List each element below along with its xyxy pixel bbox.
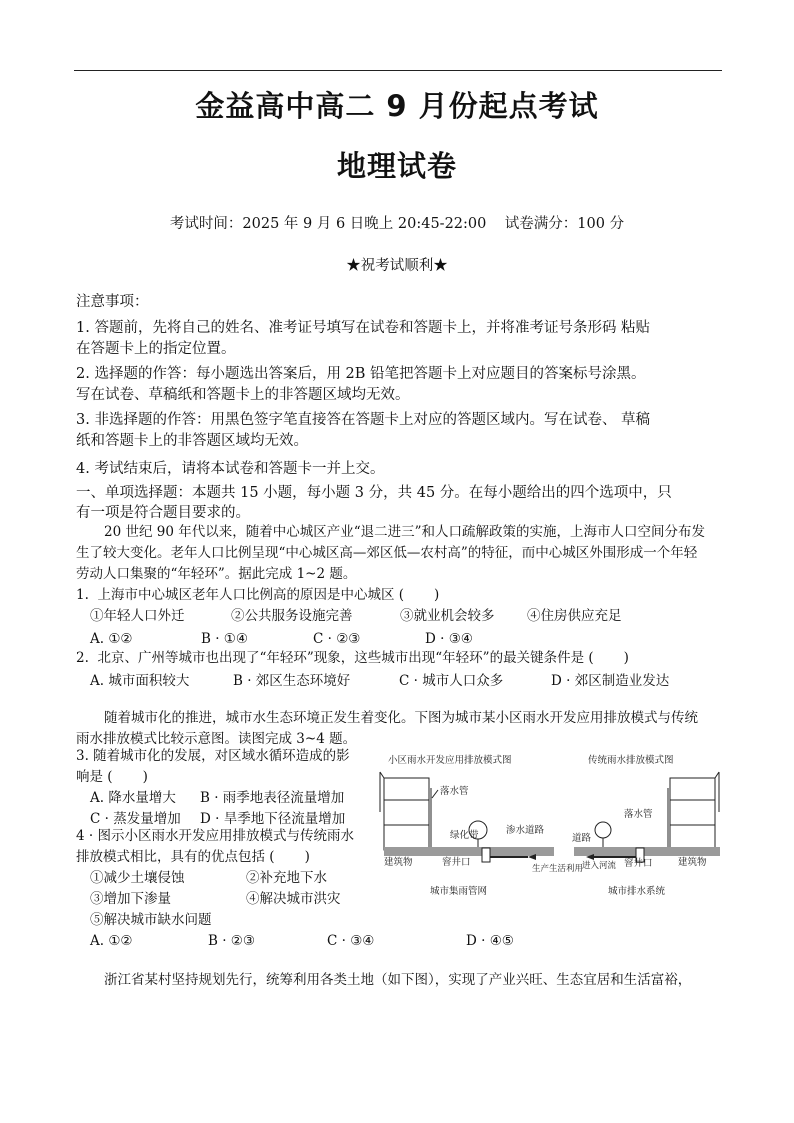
exam-wish: ★祝考试顺利★ xyxy=(346,258,448,274)
choice: ③就业机会较多 xyxy=(400,608,495,624)
exam-info: 考试时间：2025 年 9 月 6 日晚上 20:45-22:00 试卷满分：100 分 xyxy=(169,216,625,232)
left-building-label: 建筑物 xyxy=(384,857,413,868)
passage-1 xyxy=(76,522,726,585)
option-a: A. 降水量增大 xyxy=(90,790,176,806)
choice: ⑤解决城市缺水问题 xyxy=(90,912,212,928)
choice: ④解决城市洪灾 xyxy=(246,891,341,907)
question-1 xyxy=(76,585,726,650)
question-stem: 4 · 图示小区雨水开发应用排放模式与传统雨水 xyxy=(76,828,354,844)
left-ground xyxy=(384,847,554,856)
greenbelt-label: 绿化带 xyxy=(450,830,479,841)
option-row xyxy=(76,671,726,692)
question-stem: 1. 上海市中心城区老年人口比例高的原因是中心城区 ( ) xyxy=(76,587,440,603)
notice-line: 1. 答题前，先将自己的姓名、准考证号填写在试卷和答题卡上，并将准考证号条形码 粘贴 xyxy=(76,320,651,336)
question-stem: 3. 随着城市化的发展，对区域水循环造成的影 xyxy=(76,748,350,764)
option-d: D · ④⑤ xyxy=(466,933,514,949)
passage-line: 随着城市化的推进，城市水生态环境正发生着变化。下图为城市某小区雨水开发应用排放模式与传统 xyxy=(104,710,698,726)
left-bottom-label: 城市集雨管网 xyxy=(430,886,488,897)
right-building xyxy=(670,772,719,850)
option-d: D · 旱季地下径流量增加 xyxy=(200,811,346,827)
right-building-label: 建筑物 xyxy=(678,857,707,868)
option-d: D · 郊区制造业发达 xyxy=(551,673,670,689)
section-line: 一、单项选择题：本题共 15 小题，每小题 3 分，共 45 分。在每小题给出的四个选项中，只 xyxy=(76,485,672,501)
left-building xyxy=(380,772,429,850)
right-bottom-label: 城市排水系统 xyxy=(608,886,666,897)
option-row xyxy=(76,931,726,952)
option-b: B · ②③ xyxy=(208,933,255,949)
question-2 xyxy=(76,648,726,692)
passage-line: 浙江省某村坚持规划先行，统筹利用各类土地（如下图），实现了产业兴旺、生态宜居和生活富裕， xyxy=(104,972,692,988)
question-3 xyxy=(76,746,376,830)
right-downpipe-label: 落水管 xyxy=(624,809,653,820)
choice: ②公共服务设施完善 xyxy=(231,608,353,624)
left-diagram-title: 小区雨水开发应用排放模式图 xyxy=(388,755,512,766)
right-ground xyxy=(574,847,720,856)
notice-heading: 注意事项： xyxy=(76,294,149,310)
notice-line: 4. 考试结束后，请将本试卷和答题卡一并上交。 xyxy=(76,461,385,477)
notice-list xyxy=(76,318,726,480)
exam-title: 金益高中高二 9 月份起点考试 xyxy=(195,89,599,123)
road-label: 道路 xyxy=(572,833,592,844)
choice: ②补充地下水 xyxy=(246,870,327,886)
passage-line: 20 世纪 90 年代以来，随着中心城区产业“退二进三”和人口疏解政策的实施，上海市人口空间分布发 xyxy=(104,524,706,540)
rainwater-diagram xyxy=(378,750,724,900)
option-c: C · 蒸发量增加 xyxy=(90,811,181,827)
passage-2 xyxy=(76,708,726,750)
notice-line: 2. 选择题的作答：每小题选出答案后，用 2B 铅笔把答题卡上对应题目的答案标号涂黑。 xyxy=(76,366,646,382)
notice-line: 3. 非选择题的作答：用黑色签字笔直接答在答题卡上对应的答题区域内。写在试卷、 草稿 xyxy=(76,412,651,428)
left-downpipe-label: 落水管 xyxy=(440,786,469,797)
passage-line: 劳动人口集聚的“年轻环”。据此完成 1~2 题。 xyxy=(76,566,357,582)
option-a: A. ①② xyxy=(90,631,133,647)
river-label: 进入河流 xyxy=(582,861,617,871)
seepage-road-label: 渗水道路 xyxy=(506,825,545,836)
question-stem: 2. 北京、广州等城市也出现了“年轻环”现象，这些城市出现“年轻环”的最关键条件是 ( ) xyxy=(76,650,629,666)
left-manhole xyxy=(482,848,490,862)
passage-3 xyxy=(76,970,726,991)
right-manhole-label: 窨井口 xyxy=(624,858,653,869)
notice-line: 纸和答题卡上的非答题区域均无效。 xyxy=(76,433,308,449)
question-stem: 响是 ( ) xyxy=(76,769,148,785)
option-row xyxy=(76,629,726,650)
choice: ③增加下渗量 xyxy=(90,891,171,907)
option-c: C · ③④ xyxy=(327,933,375,949)
notice-line: 写在试卷、草稿纸和答题卡上的非答题区域均无效。 xyxy=(76,387,410,403)
option-c: C · ②③ xyxy=(313,631,361,647)
choice-row xyxy=(76,868,376,889)
question-4-options xyxy=(76,931,726,952)
choice: ①年轻人口外迁 xyxy=(90,608,185,624)
passage-line: 雨水排放模式比较示意图。读图完成 3~4 题。 xyxy=(76,731,357,747)
tree-icon xyxy=(595,822,611,838)
option-c: C · 城市人口众多 xyxy=(399,673,504,689)
passage-line: 生了较大变化。老年人口比例呈现“中心城区高—郊区低—农村高”的特征，而中心城区外围形成一个年轻 xyxy=(76,545,698,561)
section-line: 有一项是符合题目要求的。 xyxy=(76,505,250,521)
option-a: A. ①② xyxy=(90,933,133,949)
left-manhole-label: 窨井口 xyxy=(442,857,471,868)
choice-row xyxy=(76,606,726,627)
question-4 xyxy=(76,826,376,931)
option-a: A. 城市面积较大 xyxy=(90,673,190,689)
option-b: B · ①④ xyxy=(201,631,248,647)
option-d: D · ③④ xyxy=(425,631,473,647)
option-b: B · 郊区生态环境好 xyxy=(233,673,351,689)
section-heading xyxy=(76,483,726,523)
option-row xyxy=(76,788,376,809)
choice-row xyxy=(76,889,376,910)
option-b: B · 雨季地表径流量增加 xyxy=(200,790,345,806)
use-label: 生产生活利用 xyxy=(532,864,584,874)
exam-subject: 地理试卷 xyxy=(336,149,457,183)
top-rule xyxy=(74,70,722,71)
choice: ①减少土壤侵蚀 xyxy=(90,870,185,886)
question-stem: 排放模式相比，具有的优点包括 ( ) xyxy=(76,849,310,865)
right-diagram-title: 传统雨水排放模式图 xyxy=(588,755,674,766)
notice-line: 在答题卡上的指定位置。 xyxy=(76,341,236,357)
choice: ④住房供应充足 xyxy=(527,608,622,624)
